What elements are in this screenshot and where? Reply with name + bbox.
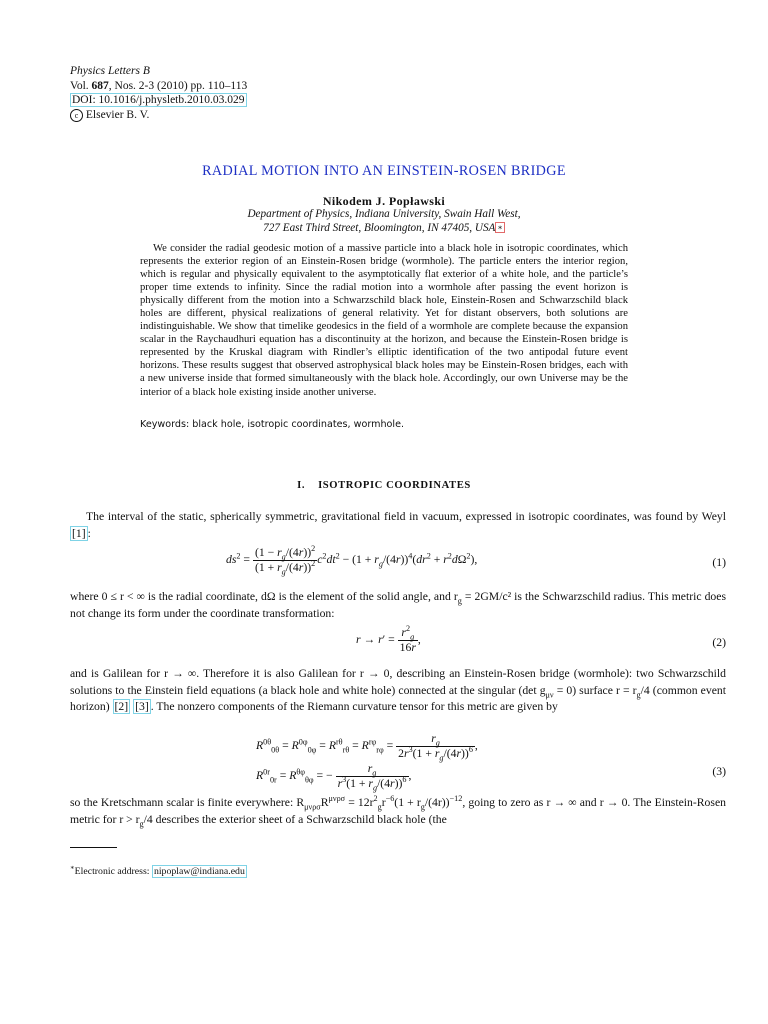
equation-3-line-2: $R^{0r}_{0r} = R^{\theta\varphi}_{\theta\varphi}$ = − $\frac{r_g}{r^3(1 + r_g/(4r))^6}$ ,: [256, 762, 412, 793]
copyright-line: c Elsevier B. V.: [70, 108, 247, 123]
citation-link[interactable]: [2]: [114, 700, 129, 713]
section-heading: I. ISOTROPIC COORDINATES: [297, 480, 471, 491]
equation-2: r → r′ = $\frac{r^2_g}{16r}$ ,: [356, 624, 421, 654]
paragraph-4: so the Kretschmann scalar is finite everywhere: $R_{\mu\nu\rho\sigma}R^{\mu\nu\rho\sigma} = 12r^2_gr^{-6}(1 + r_g/(4r))^{-12}$, going to zero as r → ∞ and r → 0. The Einstein-Rosen metric for $r > r_g/4$ describes the exterior sheet of a Schwarzschild black hole (the: [70, 794, 726, 828]
copyright-icon: c: [70, 109, 83, 122]
doi-link[interactable]: DOI: 10.1016/j.physletb.2010.03.029: [72, 94, 245, 106]
equation-number: (3): [712, 765, 726, 778]
email-link[interactable]: nipoplaw@indiana.edu: [153, 866, 245, 877]
citation-link[interactable]: [1]: [72, 526, 86, 540]
paper-title: RADIAL MOTION INTO AN EINSTEIN-ROSEN BRIDGE: [202, 163, 566, 179]
paragraph-1: The interval of the static, spherically symmetric, gravitational field in vacuum, expressed in isotropic coordinates, was found by Weyl [1] :: [72, 510, 726, 540]
footnote: ∗Electronic address: nipoplaw@indiana.edu: [70, 864, 245, 877]
paragraph-2: where 0 ≤ r < ∞ is the radial coordinate, dΩ is the element of the solid angle, and $r_g = 2GM/c^2$ is the Schwarzschild radius. This metric does not change its form under the coordinate transformation:: [70, 590, 727, 620]
equation-3-line-1: $R^{0\theta}_{0\theta} = R^{0\varphi}_{0\varphi} = R^{r\theta}_{r\theta} = R^{r\varphi}_{r\varphi}$ = $\frac{r_g}{2r^3(1 + r_g/(4r))^6}$ ,: [256, 732, 478, 763]
affiliation: Department of Physics, Indiana University, Swain Hall West, 727 East Third Street, Bloomington, IN 47405, USA ∗: [247, 208, 521, 234]
equation-1: $ds^2$ = $\frac{(1 - r_g/(4r))^2}{(1 + r_g/(4r))^2}$ $c^2dt^2 - (1 + r_g/(4r))^4(dr^2 + r^2d\Omega^2)$,: [226, 544, 478, 577]
footnote-rule: [70, 847, 117, 848]
paragraph-3: and is Galilean for r → ∞. Therefore it is also Galilean for r → 0, describing an Einstein-Rosen bridge (wormhole): two Schwarzschild solutions to the Einstein field equations (a black hole and white hole) connected at the singular (det $g_{\mu\nu} = 0$) surface $r = r_g/4$ (common event horizon) [2] [3] . The nonzero components of the Riemann curvature tensor for this metric are given by: [70, 667, 726, 713]
journal-header: [70, 64, 247, 122]
journal-name: Physics Letters B: [70, 65, 150, 77]
volume-line: Vol. 687, Nos. 2-3 (2010) pp. 110–113: [70, 79, 248, 92]
author-name: Nikodem J. Popławski: [322, 194, 446, 208]
equation-number: (1): [712, 556, 726, 569]
keywords: Keywords: black hole, isotropic coordinates, wormhole.: [140, 419, 405, 430]
equation-number: (2): [712, 636, 726, 649]
footnote-link[interactable]: ∗: [497, 223, 503, 232]
citation-link[interactable]: [3]: [135, 700, 149, 713]
abstract: We consider the radial geodesic motion of a massive particle into a black hole in isotropic coordinates, which represents the exterior region of an Einstein-Rosen bridge (wormhole). The particle enters the interior region, which is regular and physically equivalent to the asymptotically flat exterior of a white hole, and the particle’s proper time extends to infinity. Since the radial motion into a wormhole after passing the event horizon is physically different from the motion into a Schwarzschild black hole, Einstein-Rosen and Schwarzschild black holes are different, physical realizations of general relativity. Yet for distant observers, both solutions are indistinguishable. We show that timelike geodesics in the field of a wormhole are complete because the expansion scalar in the Raychaudhuri equation has a discontinuity at the horizon, and because the Einstein-Rosen bridge is represented by the Kruskal diagram with Rindler’s elliptic identification of the two antipodal future event horizons. These results suggest that observed astrophysical black holes may be Einstein-Rosen bridges, each with a new universe inside that formed simultaneously with the black hole. Accordingly, our own Universe may be the interior of a black hole existing inside another universe.: [140, 243, 628, 398]
